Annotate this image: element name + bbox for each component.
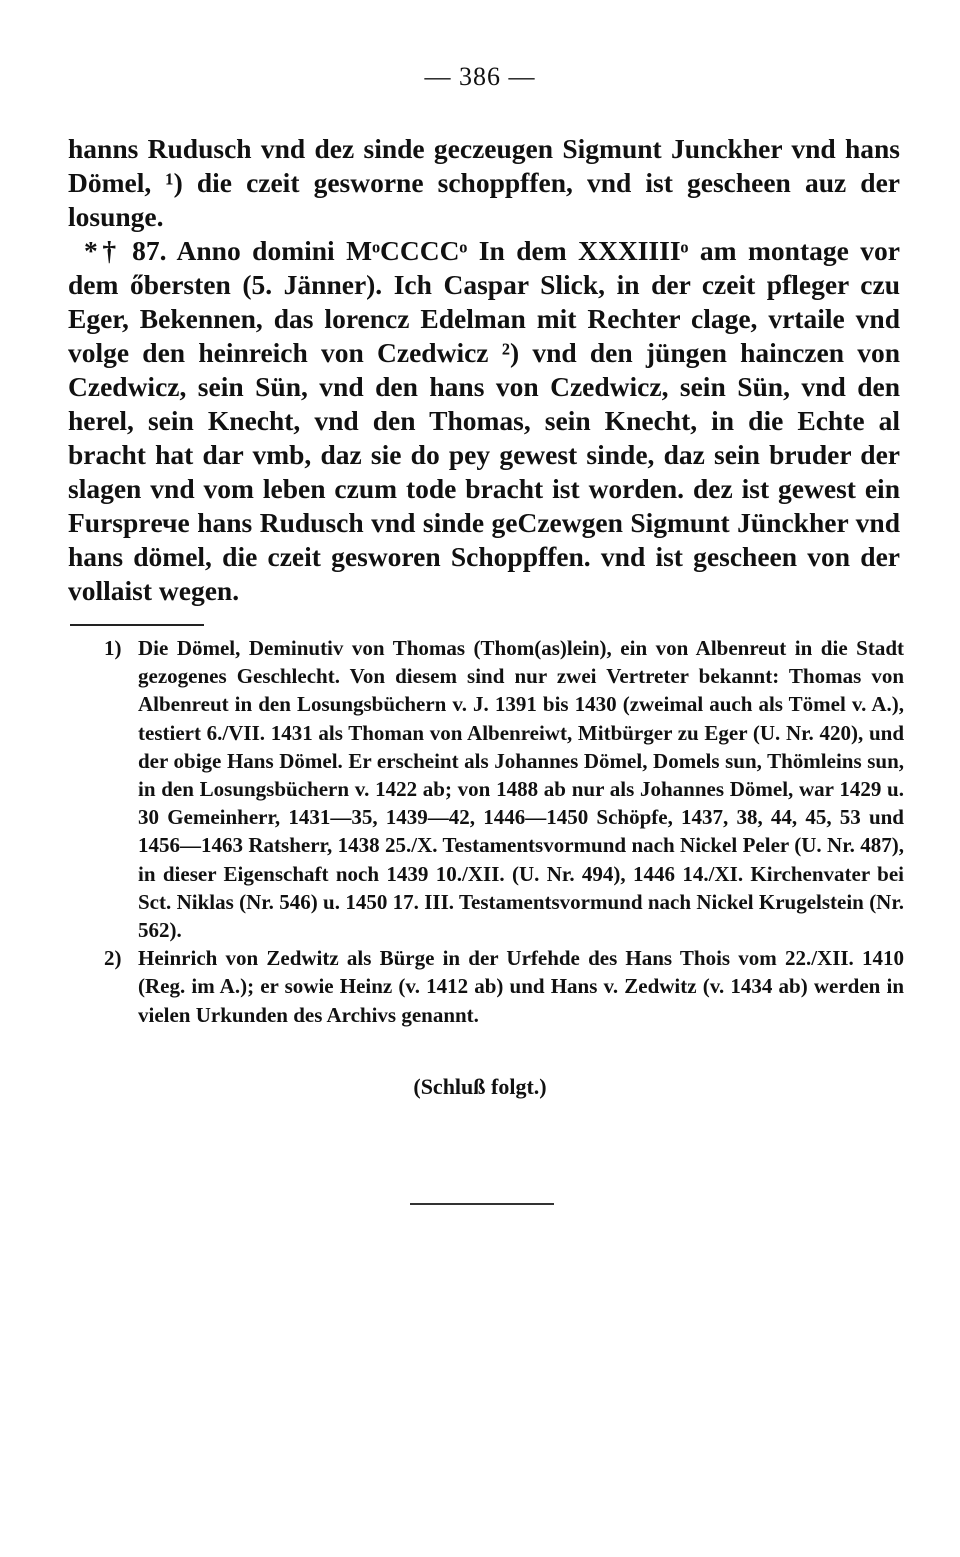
footnote-2-mark: 2) bbox=[104, 946, 122, 971]
paragraph-2-entry-87: *† 87. Anno domini MᵒCCCCᵒ In dem XXXIIIIᵒ am montage vor dem őbersten (5. Jänner). Ich Caspar Slick, in der czeit pfleger czu Eger, Bekennen, das lorencz Edelman mit Rechter clage, vrtaile vnd volge den heinreich von Czedwicz ²) vnd den jüngen hainczen von Czedwicz, sein Sün, vnd den hans von Czedwicz, sein Sün, vnd den herel, sein Knecht, vnd den Thomas, sein Knecht, in die Echte al bracht hat dar vmb, daz sie do pey gewest sinde, daz sein bruder der slagen vnd vom leben czum tode bracht ist worden. dez ist gewest ein Fursprече hans Rudusch vnd sinde geCzewgen Sigmunt Jünckher vnd hans dömel, die czeit gesworen Schoppffen. vnd ist gescheen von der vollaist wegen. bbox=[68, 235, 900, 606]
footnote-1-text: Die Dömel, Deminutiv von Thomas (Thom(as)lein), ein von Albenreut in die Stadt gezogenes Geschlecht. Von diesem sind nur zwei Vertreter bekannt: Thomas von Albenreut in den Losungsbüchern v. J. 1391 bis 1430 (zweimal auch als Tömel v. A.), testiert 6./VII. 1431 als Thoman von Albenreiwt, Mitbürger zu Eger (U. Nr. 420), und der obige Hans Dömel. Er erscheint als Johannes Dömel, Domels sun, Thömleins sun, in den Losungsbüchern v. 1422 ab; von 1488 ab nur als Johannes Dömel, war 1429 u. 30 Gemeinherr, 1431—35, 1439—42, 1446—1450 Schöpfe, 1437, 38, 44, 45, 53 und 1456—1463 Ratsherr, 1438 25./X. Testamentsvormund nach Nickel Peler (U. Nr. 487), in dieser Eigenschaft noch 1439 10./XII. (U. Nr. 494), 1446 14./XI. Kirchenvater bei Sct. Niklas (Nr. 546) u. 1450 17. III. Testamentsvormund nach Nickel Krugelstein (Nr. 562). bbox=[138, 636, 904, 943]
footnote-1-mark: 1) bbox=[104, 636, 122, 660]
footnotes bbox=[104, 634, 904, 1029]
main-text bbox=[68, 132, 900, 608]
footnote-2-text: Heinrich von Zedwitz als Bürge in der Urfehde des Hans Thois vom 22./XII. 1410 (Reg. im A.); er sowie Heinz (v. 1412 ab) und Hans v. Zedwitz (v. 1434 ab) werden in vielen Urkunden des Archivs genannt. bbox=[138, 946, 904, 1027]
end-rule bbox=[410, 1203, 554, 1205]
continuation-note: (Schluß folgt.) bbox=[413, 1074, 547, 1099]
footnote-2 bbox=[104, 944, 904, 1029]
page-number: — 386 — bbox=[424, 62, 536, 91]
footnote-separator-rule bbox=[70, 624, 204, 626]
footnote-1 bbox=[104, 634, 904, 944]
paragraph-1: hanns Rudusch vnd dez sinde geczeugen Sigmunt Junckher vnd hans Dömel, ¹) die czeit gesworne schoppffen, vnd ist gescheen auz der losunge. bbox=[68, 133, 900, 232]
